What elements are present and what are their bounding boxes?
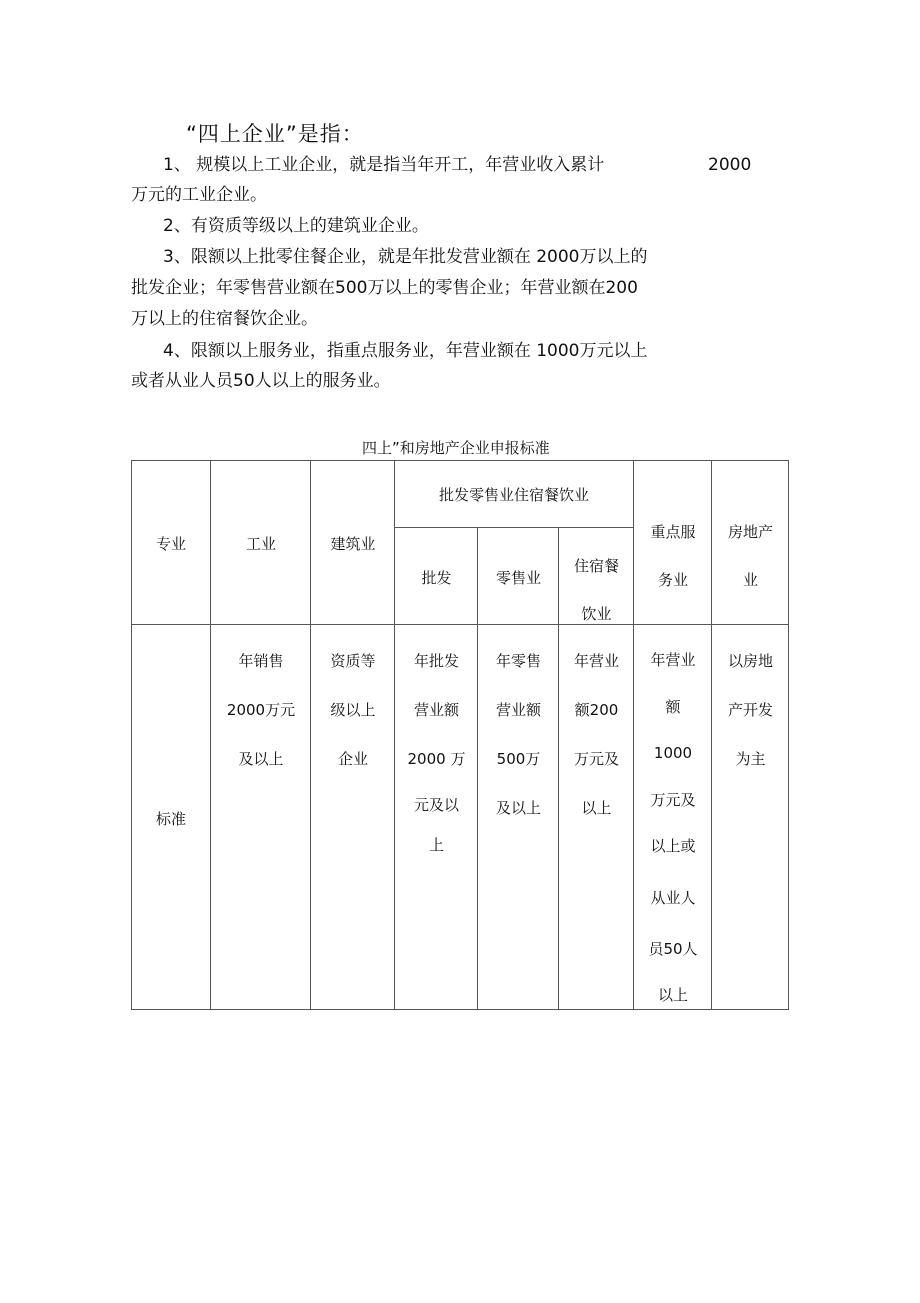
- cell-industry: 年销售 2000万元 及以上: [226, 652, 296, 768]
- header-service: 重点服 务业: [650, 523, 696, 589]
- item-3-line-3: 万以上的住宿餐饮企业。: [131, 309, 318, 329]
- cell-construction: 资质等 级以上 企业: [330, 652, 376, 768]
- header-retail: 零售业: [495, 569, 541, 587]
- header-construction: 建筑业: [330, 535, 376, 553]
- header-realestate: 房地产 业: [727, 523, 773, 589]
- row-label-standard: 标准: [155, 810, 186, 828]
- item-4-line-2: 或者从业人员50人以上的服务业。: [131, 371, 391, 391]
- item-4-line-1: 4、限额以上服务业，指重点服务业，年营业额在 1000万元以上: [163, 341, 648, 361]
- item-1-line-2: 万元的工业企业。: [131, 185, 267, 205]
- cell-service: 年营业 额 1000 万元及 以上或 从业人 员50人 以上: [648, 651, 698, 1004]
- header-trade-group: 批发零售业住宿餐饮业: [438, 486, 589, 504]
- header-wholesale: 批发: [421, 569, 452, 587]
- table-caption: 四上”和房地产企业申报标准: [362, 439, 550, 457]
- cell-realestate: 以房地 产开发 为主: [727, 652, 773, 768]
- item-1-line-1: 1、 规模以上工业企业，就是指当年开工，年营业收入累计: [163, 155, 605, 175]
- header-industry: 工业: [245, 535, 276, 553]
- doc-heading: “四上企业”是指：: [186, 122, 364, 146]
- item-3-line-1: 3、限额以上批零住餐企业，就是年批发营业额在 2000万以上的: [163, 247, 648, 267]
- cell-lodging: 年营业 额200 万元及 以上: [573, 652, 619, 817]
- item-1-amount: 2000: [708, 155, 752, 175]
- header-major: 专业: [155, 535, 186, 553]
- item-3-line-2: 批发企业；年零售营业额在500万以上的零售企业；年营业额在200: [131, 278, 638, 298]
- cell-retail: 年零售 营业额 500万 及以上: [495, 652, 541, 817]
- cell-wholesale: 年批发 营业额 2000 万 元及以 上: [407, 652, 466, 854]
- header-lodging: 住宿餐 饮业: [573, 557, 619, 623]
- item-2-line-1: 2、有资质等级以上的建筑业企业。: [163, 216, 429, 236]
